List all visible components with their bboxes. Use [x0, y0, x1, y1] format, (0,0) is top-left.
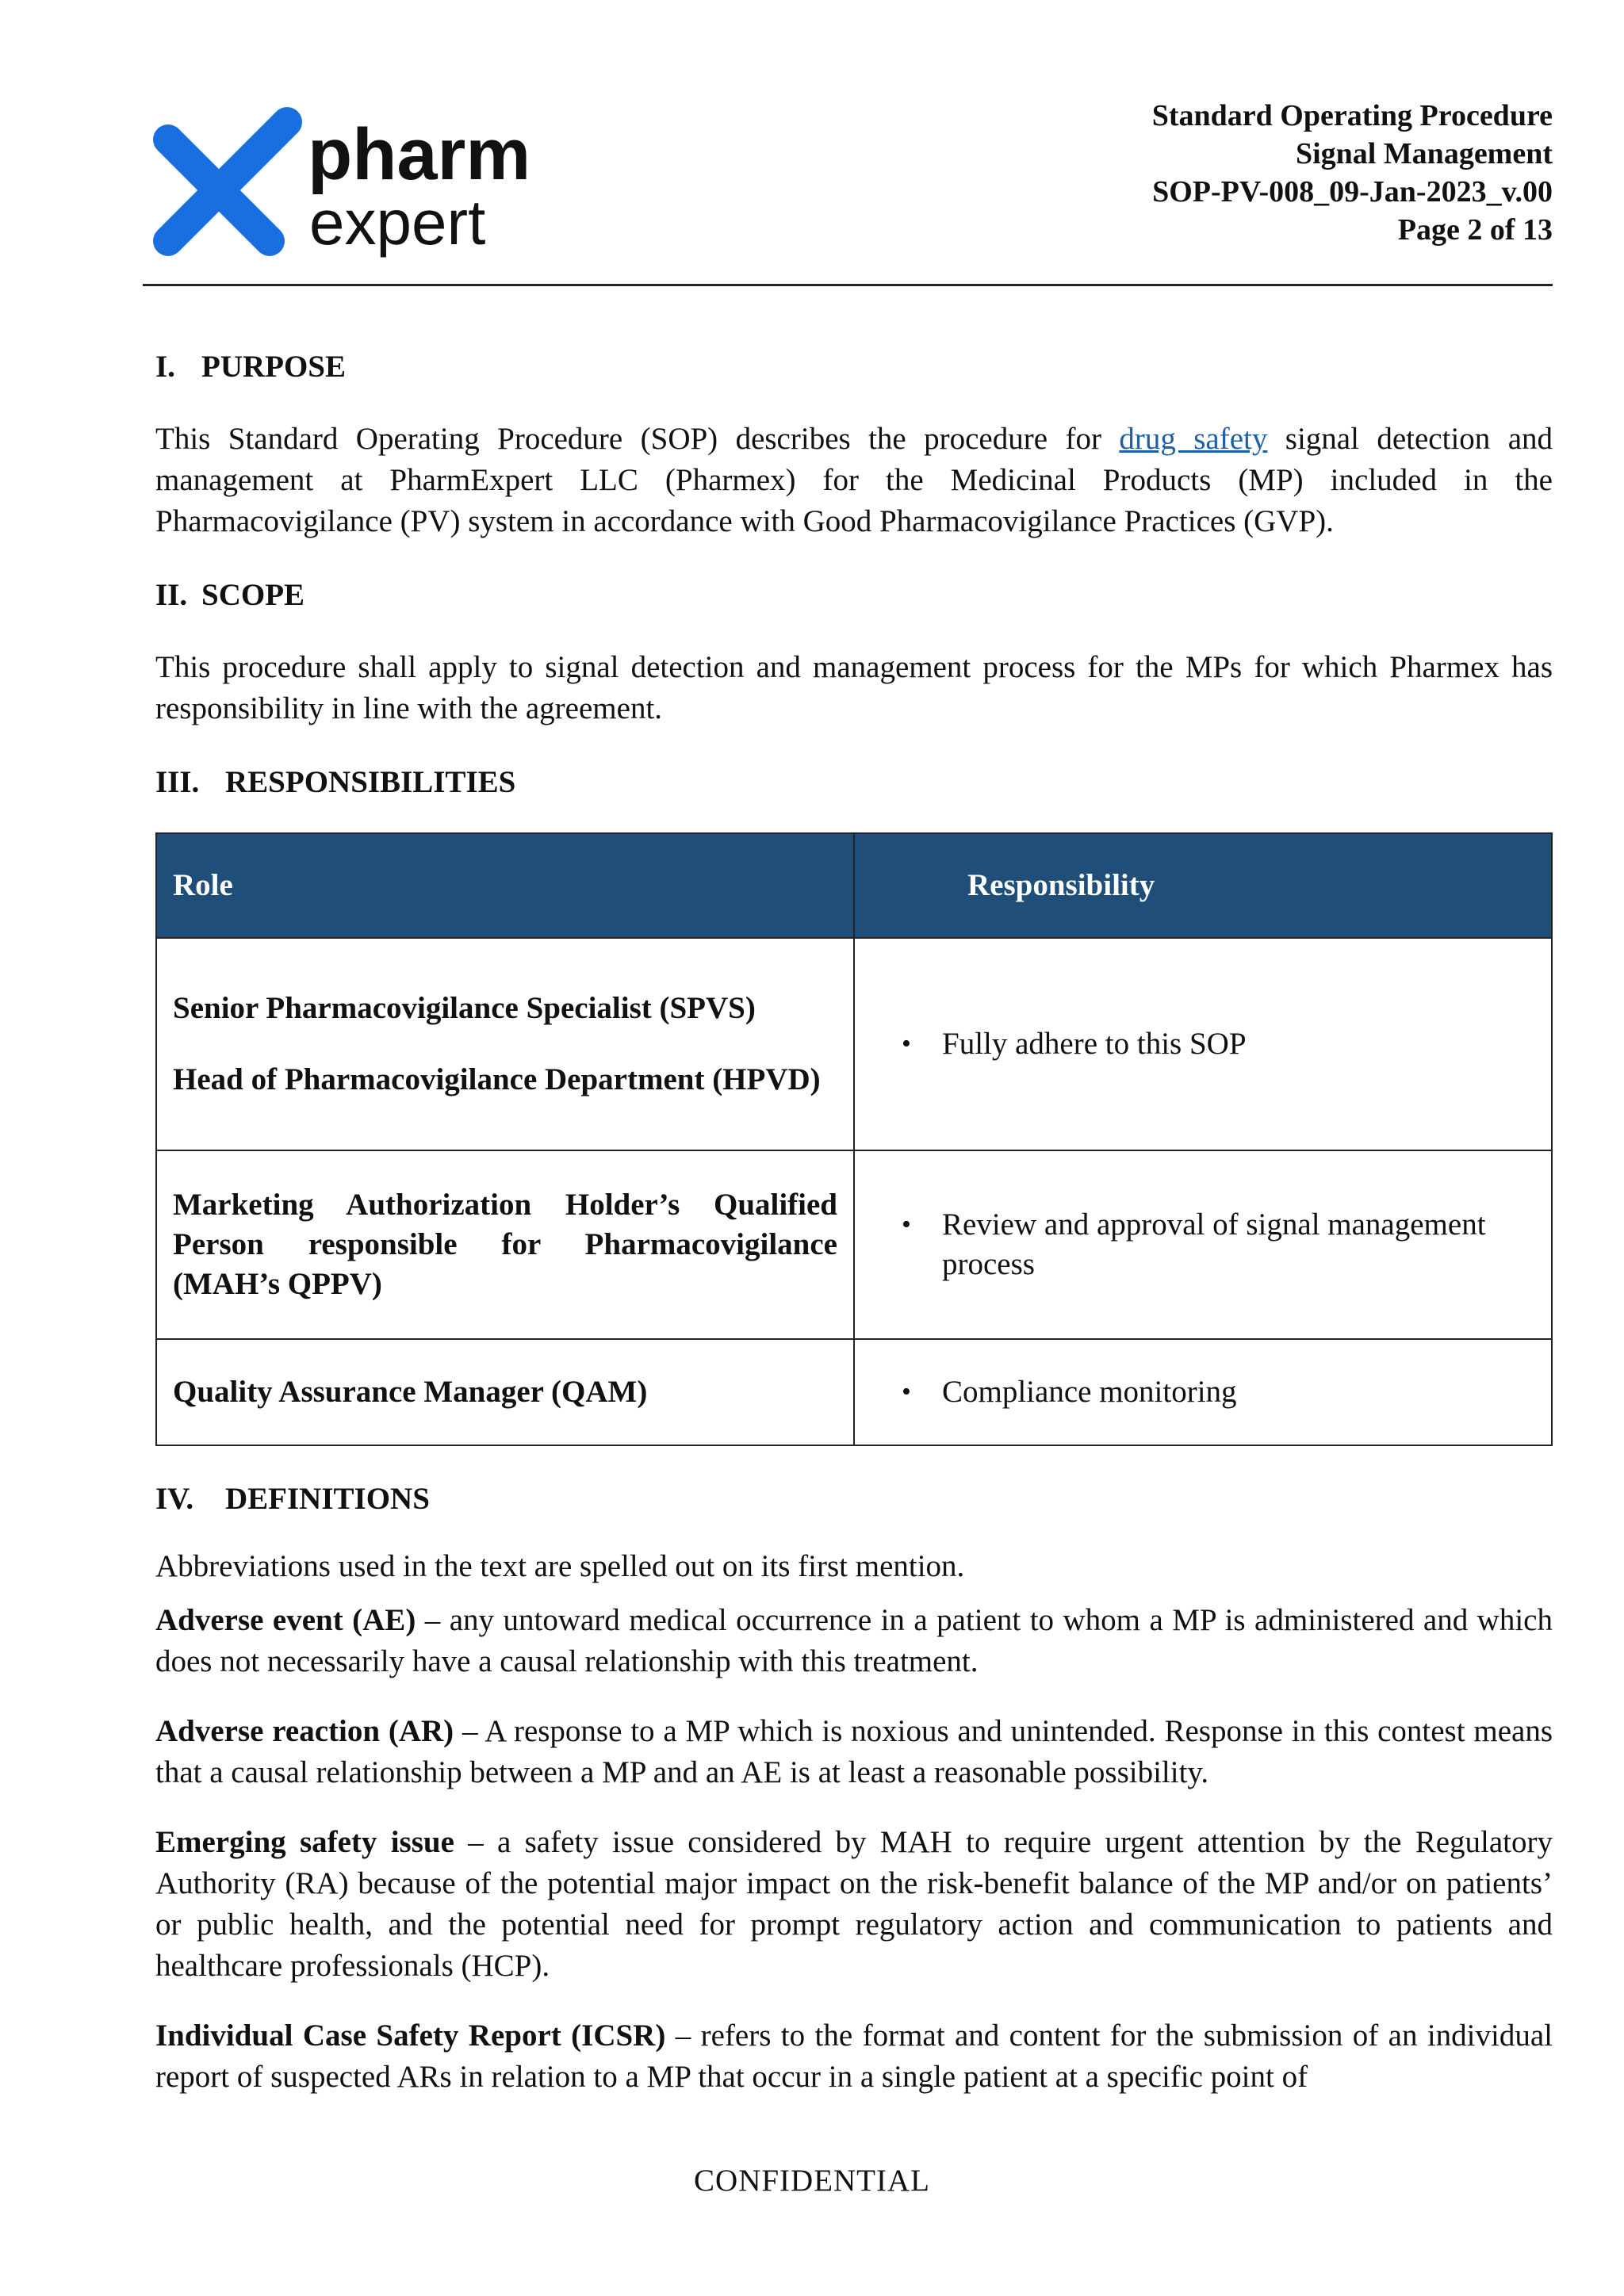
definition-term: Individual Case Safety Report (ICSR): [155, 2019, 666, 2053]
table-header-row: [156, 833, 1552, 938]
definition-separator: –: [454, 1714, 485, 1748]
section-heading-scope: [155, 577, 1553, 614]
section-number: II.: [155, 578, 188, 612]
responsibility-text: Review and approval of signal management process: [942, 1207, 1486, 1281]
header-divider: [143, 284, 1553, 286]
drug-safety-link[interactable]: drug safety: [1119, 422, 1268, 456]
list-item: [871, 1372, 1535, 1412]
definition-icsr: [155, 2015, 1553, 2098]
logo-x-mark: [168, 122, 287, 241]
list-item: [871, 1024, 1535, 1064]
list-item: [871, 1205, 1535, 1284]
confidential-footer: CONFIDENTIAL: [694, 2164, 930, 2198]
definition-ae: [155, 1600, 1553, 1682]
table-row: [156, 1150, 1552, 1339]
definition-term: Emerging safety issue: [155, 1825, 454, 1859]
responsibility-cell: [854, 938, 1552, 1150]
definition-ar: [155, 1711, 1553, 1793]
definition-text: refers to the format and content for the submission of an individual report of suspected ARs in relation to a MP that occur in a single patient at a specific point of: [155, 2019, 1553, 2094]
purpose-text-start: This Standard Operating Procedure (SOP) describes the procedure for: [155, 422, 1120, 456]
definition-emerging-safety-issue: [155, 1822, 1553, 1987]
definition-text: a safety issue considered by MAH to require urgent attention by the Regulatory Authority (RA) because of the potential major impact on the risk-benefit balance of the MP and/or on patients’ or public health, and the potential need for prompt regulatory action and communication to patients and healthcare professionals (HCP).: [155, 1825, 1553, 1983]
role-spvs: Senior Pharmacovigilance Specialist (SPVS): [173, 991, 756, 1025]
definition-text: any untoward medical occurrence in a patient to whom a MP is administered and which does not necessarily have a causal relationship with this treatment.: [155, 1603, 1553, 1678]
pharmexpert-logo: [151, 101, 547, 260]
logo-word-expert: expert: [309, 187, 486, 258]
role-cell: [156, 938, 854, 1150]
doc-type: Standard Operating Procedure: [1151, 99, 1553, 132]
column-header-responsibility: Responsibility: [854, 833, 1552, 938]
role-cell: [156, 1150, 854, 1339]
bullet-icon: •: [902, 1210, 911, 1239]
responsibility-cell: [854, 1339, 1552, 1445]
section-number: IV.: [155, 1482, 194, 1516]
scope-paragraph: This procedure shall apply to signal detection and management process for the MPs for which Pharmex has responsibility in line with the agreement.: [155, 650, 1553, 725]
column-header-role: Role: [156, 833, 854, 938]
document-header-info: [1152, 97, 1553, 249]
doc-code: SOP-PV-008_09-Jan-2023_v.00: [1152, 175, 1553, 209]
definition-term: Adverse event (AE): [155, 1603, 416, 1637]
section-heading-purpose: [155, 349, 1553, 385]
responsibility-text: Fully adhere to this SOP: [942, 1027, 1247, 1061]
responsibility-text: Compliance monitoring: [942, 1375, 1237, 1409]
section-number: I.: [155, 350, 175, 384]
definitions-intro: Abbreviations used in the text are spelled out on its first mention.: [155, 1549, 965, 1583]
table-row: [156, 938, 1552, 1150]
role-cell: [156, 1339, 854, 1445]
definition-text: A response to a MP which is noxious and unintended. Response in this contest means that a causal relationship between a MP and an AE is at least a reasonable possibility.: [155, 1714, 1553, 1789]
page-number: Page 2 of 13: [1397, 213, 1553, 247]
role-hpvd: Head of Pharmacovigilance Department (HPVD): [173, 1062, 821, 1096]
definition-separator: –: [454, 1825, 497, 1859]
section-heading-responsibilities: [155, 764, 1553, 801]
role-mah-qppv: Marketing Authorization Holder’s Qualified Person responsible for Pharmacovigilance (MAH’s QPPV): [173, 1188, 837, 1301]
role-qam: Quality Assurance Manager (QAM): [173, 1375, 648, 1409]
logo-word-pharm: pharm: [308, 114, 531, 195]
section-number: III.: [155, 765, 200, 799]
section-title: DEFINITIONS: [225, 1482, 430, 1516]
responsibility-cell: [854, 1150, 1552, 1339]
responsibilities-table: [155, 832, 1553, 1446]
definition-term: Adverse reaction (AR): [155, 1714, 454, 1748]
bullet-icon: •: [902, 1377, 911, 1406]
purpose-text-end: signal detection and management at PharmExpert LLC (Pharmex) for the Medicinal Products (MP) included in the Pharmacovigilance (PV) system in accordance with Good Pharmacovigilance Practices (GVP).: [155, 422, 1553, 538]
definition-separator: –: [416, 1603, 450, 1637]
doc-title: Signal Management: [1295, 137, 1553, 170]
document-body: [155, 349, 1553, 2098]
bullet-icon: •: [902, 1029, 911, 1058]
purpose-paragraph: [155, 419, 1553, 542]
section-title: RESPONSIBILITIES: [225, 765, 516, 799]
section-heading-definitions: [155, 1481, 1553, 1517]
section-title: SCOPE: [201, 578, 305, 612]
table-row: [156, 1339, 1552, 1445]
definition-separator: –: [665, 2019, 701, 2053]
section-title: PURPOSE: [201, 350, 347, 384]
